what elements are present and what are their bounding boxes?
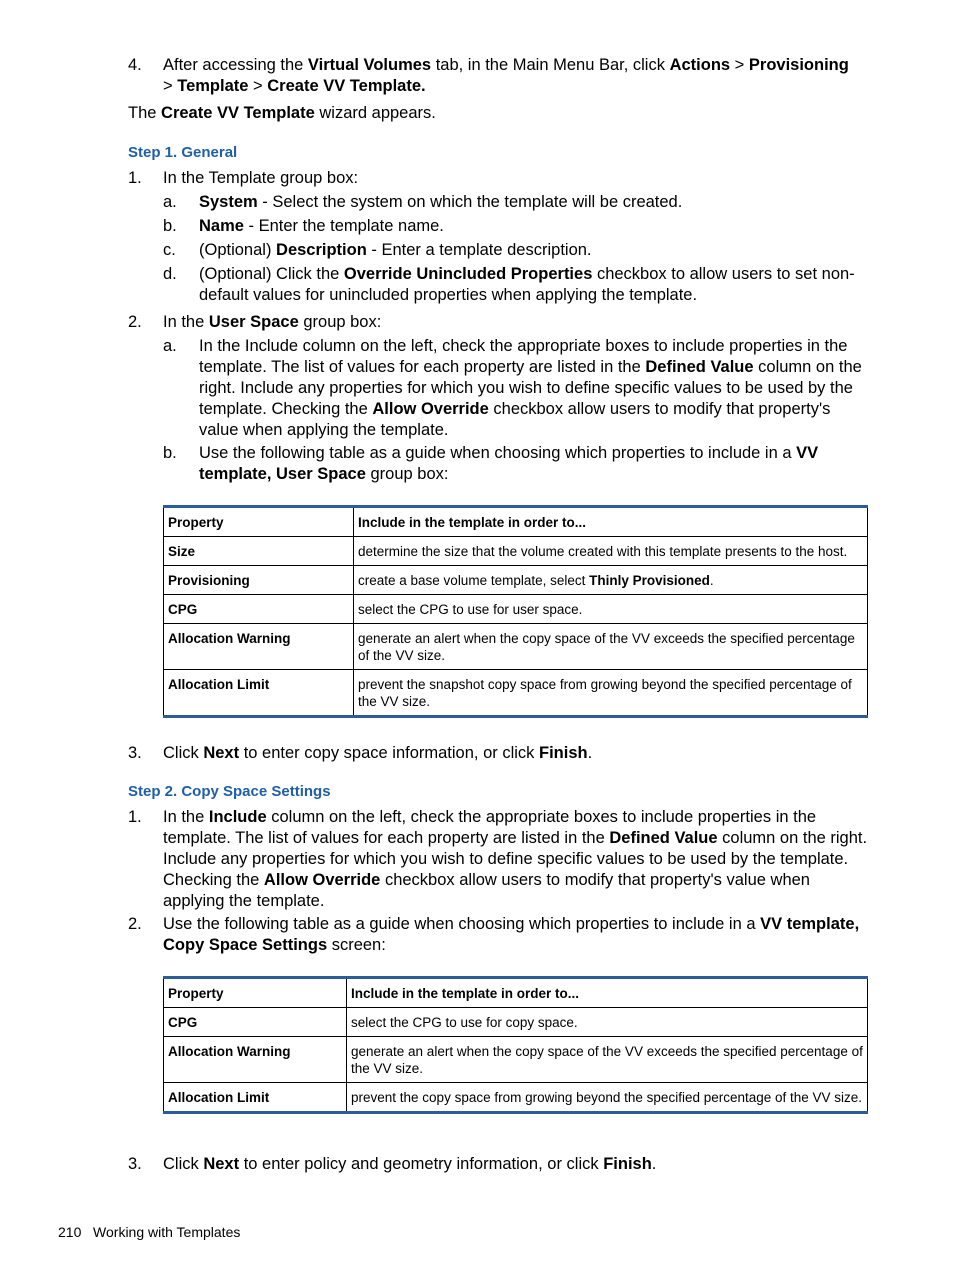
table-header-row xyxy=(164,978,868,1008)
step-2-heading: Step 2. Copy Space Settings xyxy=(128,783,331,800)
header-property: Property xyxy=(164,507,354,537)
general-item-3: 3. Click Next to enter copy space information, or click Finish. xyxy=(128,744,593,762)
table-row: Allocation Limit prevent the snapshot copy space from growing beyond the specified percentage of the VV size. xyxy=(164,670,868,717)
user-space-properties-table xyxy=(163,505,868,718)
template-sub-b: b. Name - Enter the template name. xyxy=(163,217,444,235)
table-row: Allocation Limit prevent the copy space from growing beyond the specified percentage of the VV size. xyxy=(164,1083,868,1113)
header-include: Include in the template in order to... xyxy=(354,507,868,537)
template-sub-c: c. (Optional) Description - Enter a template description. xyxy=(163,241,592,259)
table-row: Allocation Warning generate an alert when the copy space of the VV exceeds the specified percentage of the VV size. xyxy=(164,624,868,670)
wizard-appears-paragraph: The Create VV Template wizard appears. xyxy=(128,104,436,122)
list-text: After accessing the Virtual Volumes tab, in the Main Menu Bar, click Actions > Provisioning > Template > Create VV Template. xyxy=(163,56,849,95)
list-number: 4. xyxy=(128,56,142,74)
header-include: Include in the template in order to... xyxy=(347,978,868,1008)
copy-space-properties-table xyxy=(163,976,868,1114)
general-item-2: 2. In the User Space group box: xyxy=(128,313,382,331)
page-number: 210 xyxy=(58,1224,82,1240)
userspace-sub-b: b. Use the following table as a guide when choosing which properties to include in a VV template, User Space group box: xyxy=(163,444,819,483)
general-item-1: 1. In the Template group box: xyxy=(128,169,359,187)
template-sub-a: a. System - Select the system on which the template will be created. xyxy=(163,193,683,211)
step-4-instruction xyxy=(128,55,873,97)
copy-item-1: 1. In the Include column on the left, check the appropriate boxes to include properties in the template. The list of values for each property are listed in the Defined Value column on the right. Include any properties for which you wish to define specific values to be used by the template. Checking the Allow Override checkbox allow users to modify that property's value when applying the template. xyxy=(128,808,868,910)
copy-item-2: 2. Use the following table as a guide when choosing which properties to include in a VV template, Copy Space Settings screen: xyxy=(128,915,860,954)
table-row: CPG select the CPG to use for user space. xyxy=(164,595,868,624)
copy-item-3: 3. Click Next to enter policy and geometry information, or click Finish. xyxy=(128,1155,657,1173)
page-footer xyxy=(58,1222,240,1243)
userspace-sub-a: a. In the Include column on the left, check the appropriate boxes to include properties in the template. The list of values for each property are listed in the Defined Value column on the right. Include any properties for which you wish to define specific values to be used by the template. Checking the Allow Override checkbox allow users to modify that property's value when applying the template. xyxy=(163,337,862,439)
header-property: Property xyxy=(164,978,347,1008)
table-row: Provisioning create a base volume template, select Thinly Provisioned. xyxy=(164,566,868,595)
footer-section: Working with Templates xyxy=(93,1224,241,1240)
template-sub-d: d. (Optional) Click the Override Unincluded Properties checkbox to allow users to set non-default values for unincluded properties when applying the template. xyxy=(163,265,855,304)
table-header-row xyxy=(164,507,868,537)
table-row: CPG select the CPG to use for copy space. xyxy=(164,1008,868,1037)
table-row: Allocation Warning generate an alert when the copy space of the VV exceeds the specified percentage of the VV size. xyxy=(164,1037,868,1083)
step-1-heading: Step 1. General xyxy=(128,144,238,161)
table-row: Size determine the size that the volume created with this template presents to the host. xyxy=(164,537,868,566)
